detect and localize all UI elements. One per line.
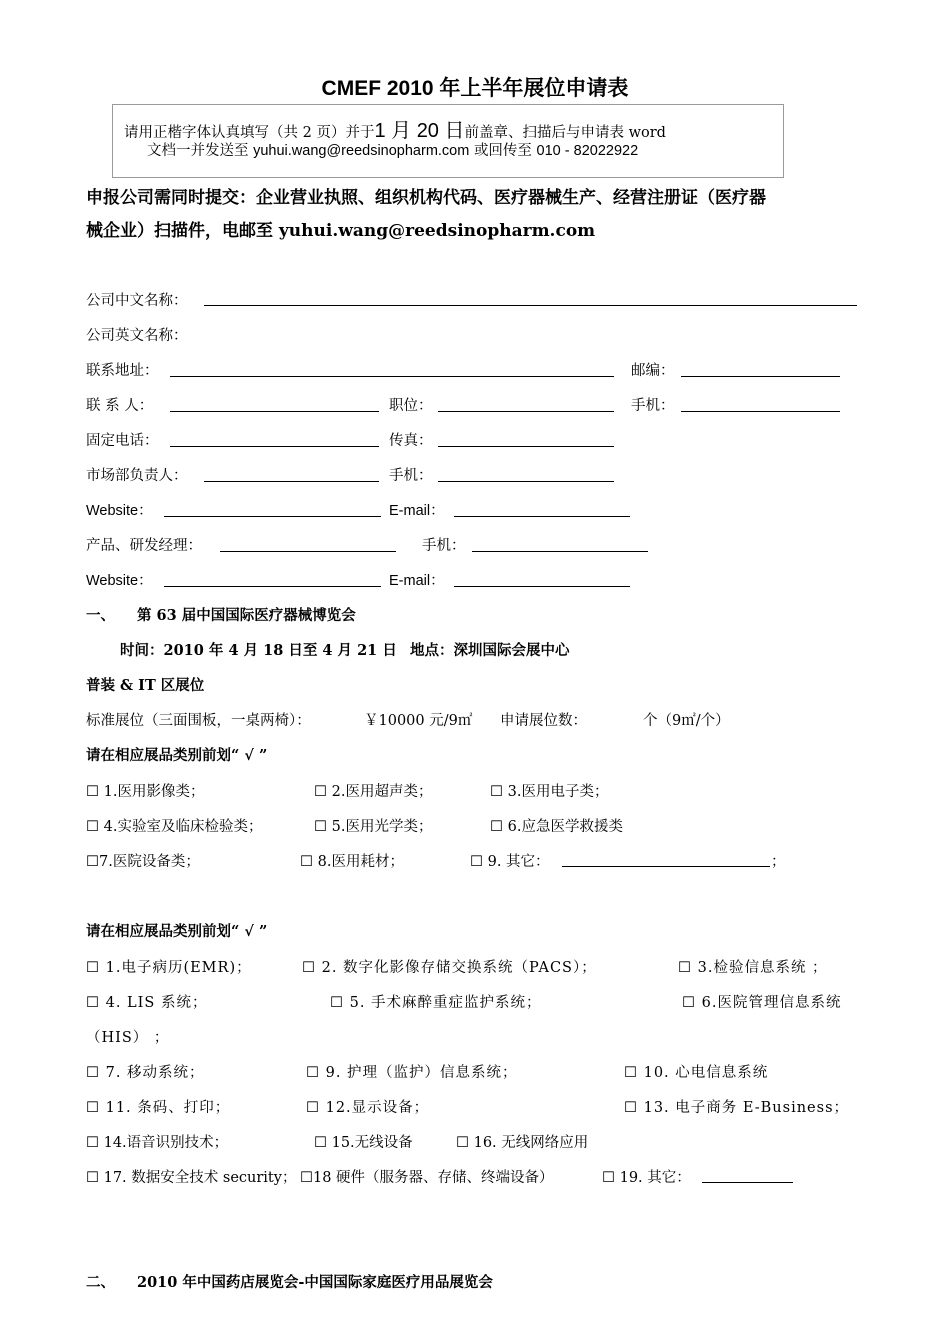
company-cn-field[interactable] [204, 305, 857, 306]
his-continuation: （HIS） ； [86, 1030, 170, 1046]
requirement-email: yuhui.wang@reedsinopharm.com [278, 221, 596, 241]
email2-label: E-mail： [389, 573, 445, 589]
marketing-field[interactable] [204, 481, 379, 482]
postcode-label: 邮编： [631, 363, 675, 379]
it-category-checkbox[interactable]: ☐ 4. LIS 系统； [86, 995, 208, 1011]
category-checkbox[interactable]: ☐ 6.应急医学救援类 [490, 819, 623, 835]
website-label: Website： [86, 503, 153, 519]
website-field[interactable] [164, 516, 381, 517]
it-category-checkbox[interactable]: ☐ 19. 其它： [602, 1170, 691, 1186]
page-title: CMEF 2010 年上半年展位申请表 [321, 77, 629, 100]
it-category-checkbox[interactable]: ☐ 13. 电子商务 E-Business； [624, 1100, 850, 1116]
it-category-checkbox[interactable]: ☐ 6.医院管理信息系统 [682, 995, 842, 1011]
category-checkbox[interactable]: ☐ 2.医用超声类； [314, 784, 433, 800]
category-checkbox[interactable]: ☐ 8.医用耗材； [300, 854, 404, 870]
marketing-mobile-field[interactable] [438, 481, 614, 482]
email2-field[interactable] [454, 586, 630, 587]
category-checkbox[interactable]: ☐ 5.医用光学类； [314, 819, 433, 835]
requirement-line-1: 申报公司需同时提交：企业营业执照、组织机构代码、医疗器械生产、经营注册证（医疗器 [86, 188, 766, 208]
it-category-checkbox[interactable]: ☐ 16. 无线网络应用 [456, 1135, 589, 1151]
website2-label: Website： [86, 573, 153, 589]
mark-hint-1: 请在相应展品类别前划“ √ ” [86, 747, 268, 764]
section1-title: 第 63 届中国国际医疗器械博览会 [137, 607, 356, 624]
instruction-text-2: 前盖章、扫描后与申请表 word [464, 125, 666, 141]
it-category-checkbox[interactable]: ☐ 3.检验信息系统 ； [678, 960, 828, 976]
booth-type-heading: 普装 & IT 区展位 [86, 677, 205, 694]
it-category-checkbox[interactable]: ☐ 12.显示设备； [306, 1100, 430, 1116]
marketing-label: 市场部负责人： [86, 468, 188, 484]
address-field[interactable] [170, 376, 614, 377]
contact-field[interactable] [170, 411, 379, 412]
apply-count-label: 申请展位数： [500, 713, 587, 729]
rd-manager-label: 产品、研发经理： [86, 538, 202, 554]
it-category-checkbox[interactable]: ☐ 14.语音识别技术； [86, 1135, 229, 1151]
requirement-text: 械企业）扫描件，电邮至 [86, 221, 273, 241]
email-label: E-mail： [389, 503, 445, 519]
postcode-field[interactable] [681, 376, 840, 377]
other-category-field[interactable] [562, 866, 770, 867]
category-checkbox[interactable]: ☐ 3.医用电子类； [490, 784, 609, 800]
section1-number: 一、 [86, 607, 115, 624]
section2-title: 2010 年中国药店展览会-中国国际家庭医疗用品展览会 [137, 1274, 493, 1291]
it-category-checkbox[interactable]: ☐ 1.电子病历(EMR)； [86, 960, 252, 976]
instruction-text-4: 或回传至 [473, 143, 532, 159]
rd-mobile-field[interactable] [472, 551, 648, 552]
mark-hint-2: 请在相应展品类别前划“ √ ” [86, 923, 268, 940]
it-category-checkbox[interactable]: ☐ 7. 移动系统； [86, 1065, 205, 1081]
instruction-text-3: 文档一并发送至 [147, 143, 249, 159]
instruction-line-2 [147, 139, 638, 160]
fax-label: 传真： [389, 433, 433, 449]
address-label: 联系地址： [86, 363, 159, 379]
section1-venue: 地点：深圳国际会展中心 [410, 642, 570, 659]
booth-price: ￥10000 元/9㎡ [364, 713, 473, 729]
it-category-checkbox[interactable]: ☐18 硬件（服务器、存储、终端设备） [300, 1170, 554, 1186]
category-checkbox[interactable]: ☐ 4.实验室及临床检验类； [86, 819, 263, 835]
contact-label: 联 系 人： [86, 398, 154, 414]
it-category-checkbox[interactable]: ☐ 11. 条码、打印； [86, 1100, 231, 1116]
company-cn-label: 公司中文名称： [86, 293, 188, 309]
company-en-label: 公司英文名称： [86, 328, 188, 344]
contact-email: yuhui.wang@reedsinopharm.com [253, 143, 470, 159]
it-category-checkbox[interactable]: ☐ 5. 手术麻醉重症监护系统； [330, 995, 542, 1011]
category-checkbox[interactable]: ☐ 1.医用影像类； [86, 784, 205, 800]
it-category-checkbox[interactable]: ☐ 2. 数字化影像存储交换系统（PACS）； [302, 960, 597, 976]
marketing-mobile-label: 手机： [389, 468, 433, 484]
other-it-category-field[interactable] [702, 1182, 793, 1183]
fax-number: 010 - 82022922 [536, 143, 639, 159]
section1-time: 时间：2010 年 4 月 18 日至 4 月 21 日 [120, 642, 397, 659]
email-field[interactable] [454, 516, 630, 517]
it-category-checkbox[interactable]: ☐ 17. 数据安全技术 security； [86, 1170, 297, 1186]
position-label: 职位： [389, 398, 433, 414]
rd-mobile-label: 手机： [422, 538, 466, 554]
position-field[interactable] [438, 411, 614, 412]
it-category-checkbox[interactable]: ☐ 10. 心电信息系统 [624, 1065, 769, 1081]
fax-field[interactable] [438, 446, 614, 447]
mobile-label: 手机： [631, 398, 675, 414]
rd-manager-field[interactable] [220, 551, 396, 552]
mobile-field[interactable] [681, 411, 840, 412]
website2-field[interactable] [164, 586, 381, 587]
other-category-end: ； [771, 854, 786, 870]
booth-unit: 个（9㎡/个） [643, 713, 730, 729]
requirement-line-2 [86, 216, 595, 241]
category-checkbox[interactable]: ☐ 9. 其它： [470, 854, 550, 870]
category-checkbox[interactable]: ☐7.医院设备类； [86, 854, 200, 870]
it-category-checkbox[interactable]: ☐ 15.无线设备 [314, 1135, 413, 1151]
section2-number: 二、 [86, 1274, 115, 1291]
it-category-checkbox[interactable]: ☐ 9. 护理（监护）信息系统； [306, 1065, 518, 1081]
instruction-text: 请用正楷字体认真填写（共 2 页）并于 [124, 125, 375, 141]
phone-field[interactable] [170, 446, 379, 447]
phone-label: 固定电话： [86, 433, 159, 449]
deadline-date: 1 月 20 日 [374, 120, 465, 142]
standard-booth-label: 标准展位（三面围板，一桌两椅）： [86, 713, 311, 729]
